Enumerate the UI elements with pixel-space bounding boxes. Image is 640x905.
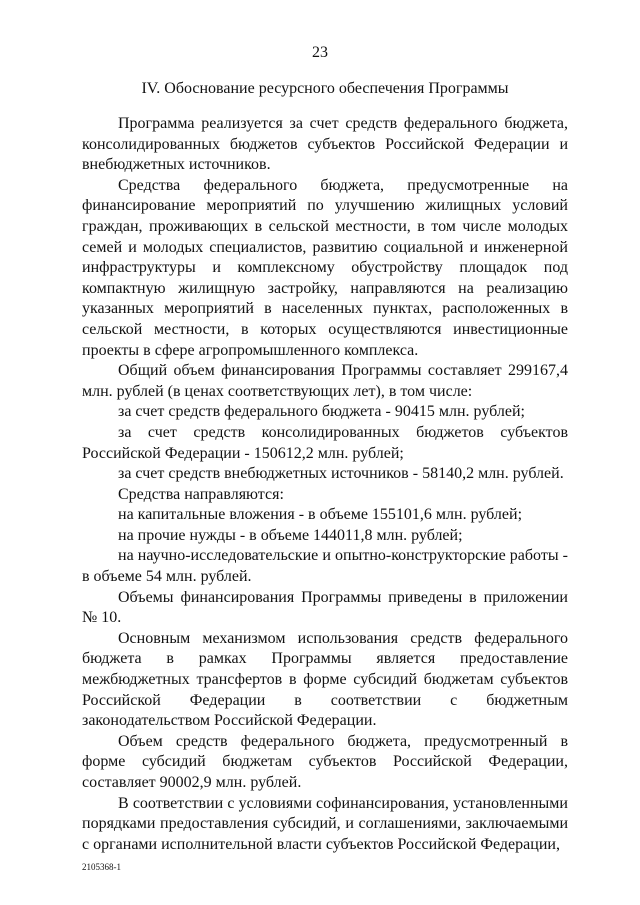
paragraph-other-needs: на прочие нужды - в объеме 144011,8 млн. рублей;: [118, 526, 463, 544]
paragraph-federal-funds-purpose: Средства федерального бюджета, предусмотренные на финансирование мероприятий по улучшению жилищных условий граждан, проживающих в сельской местности, в том числе молодых семей и молодых специалистов, развитию социальной и инженерной инфраструктуры и комплексному обустройству площадок под компактную жилищную застройку, направляются на реализацию указанных мероприятий в населенных пунктах, расположенных в сельской местности, в которых осуществляются инвестиционные проекты в сфере агропромышленного комплекса.: [82, 176, 568, 359]
paragraph-subsidies-amount: Объем средств федерального бюджета, предусмотренный в форме субсидий бюджетам субъектов Российской Федерации, составляет 90002,9 млн. рублей.: [82, 732, 568, 791]
paragraph-total-financing: Общий объем финансирования Программы составляет 299167,4 млн. рублей (в ценах соответствующих лет), в том числе:: [82, 362, 568, 400]
body-text: [82, 114, 568, 855]
paragraph-main-mechanism: Основным механизмом использования средств федерального бюджета в рамках Программы является предоставление межбюджетных трансфертов в форме субсидий бюджетам субъектов Российской Федерации в соответствии с бюджетным законодательством Российской Федерации.: [82, 629, 568, 730]
paragraph-regional-budget-amount: за счет средств консолидированных бюджетов субъектов Российской Федерации - 150612,2 млн. рублей;: [82, 423, 568, 462]
document-code: 2105368-1: [82, 862, 121, 872]
paragraph-appendix-reference: Объемы финансирования Программы приведены в приложении № 10.: [82, 588, 568, 627]
paragraph-federal-budget-amount: за счет средств федерального бюджета - 90415 млн. рублей;: [118, 403, 525, 421]
paragraph-funding-sources: Программа реализуется за счет средств федерального бюджета, консолидированных бюджетов субъектов Российской Федерации и внебюджетных источников.: [82, 115, 568, 174]
paragraph-cofinancing-conditions: В соответствии с условиями софинансирования, установленными порядками предоставления субсидий, и соглашениями, заключаемыми с органами исполнительной власти субъектов Российской Федерации,: [82, 794, 568, 853]
section-heading: IV. Обоснование ресурсного обеспечения Программы: [141, 80, 509, 97]
paragraph-extrabudgetary-amount: за счет средств внебюджетных источников - 58140,2 млн. рублей.: [118, 465, 564, 483]
paragraph-research-development: на научно-исследовательские и опытно-конструкторские работы - в объеме 54 млн. рублей.: [82, 547, 568, 586]
page-number: 23: [312, 44, 328, 61]
paragraph-capital-investments: на капитальные вложения - в объеме 155101,6 млн. рублей;: [118, 506, 523, 524]
paragraph-funds-directed: Средства направляются:: [118, 485, 284, 503]
